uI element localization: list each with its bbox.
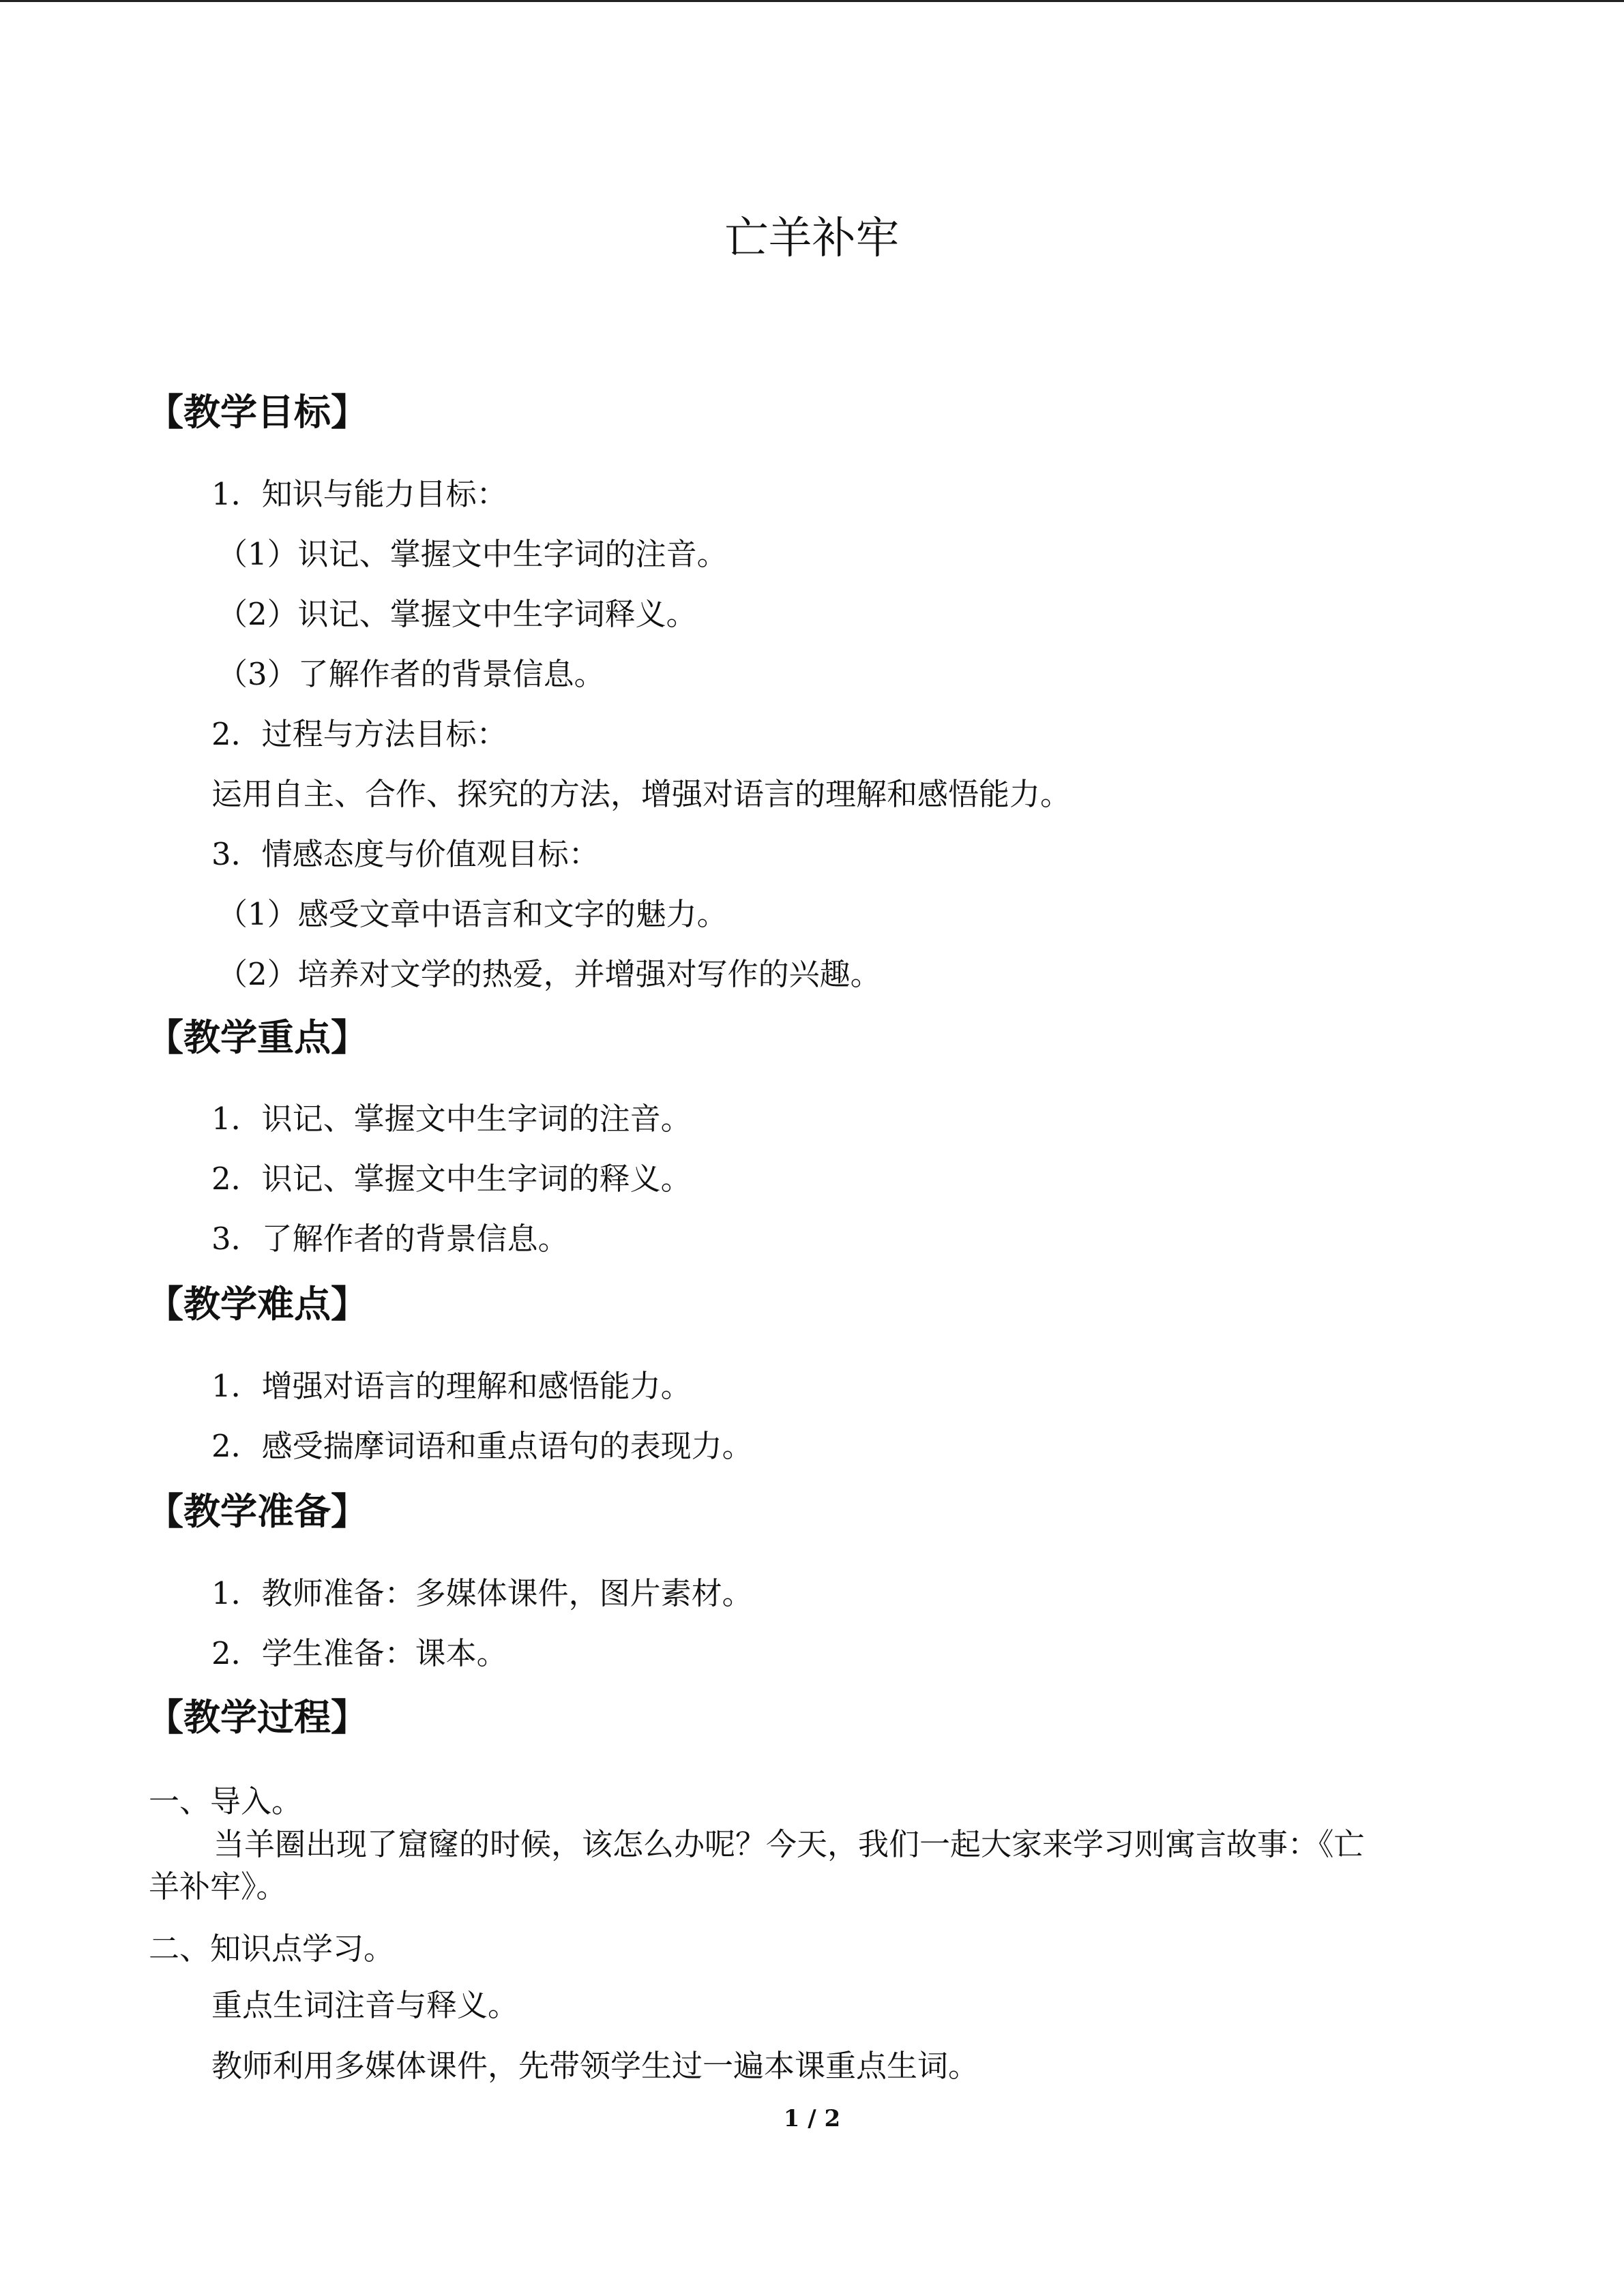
objective-line: （1）识记、掌握文中生字词的注音。	[217, 536, 728, 572]
process-step-heading: 二、知识点学习。	[149, 1930, 395, 1967]
document-title: 亡羊补牢	[724, 213, 900, 264]
section-heading-preparation: 【教学准备】	[147, 1490, 368, 1533]
key-point-line: 3．了解作者的背景信息。	[211, 1221, 569, 1257]
process-line: 重点生词注音与释义。	[211, 1987, 519, 2023]
difficulty-line: 2．感受揣摩词语和重点语句的表现力。	[211, 1428, 753, 1464]
objective-line: 3．情感态度与价值观目标：	[211, 836, 600, 872]
objective-line: （1）感受文章中语言和文字的魅力。	[217, 896, 728, 932]
process-paragraph-line: 当羊圈出现了窟窿的时候，该怎么办呢？今天，我们一起大家来学习则寓言故事：《亡	[213, 1826, 1365, 1862]
objective-line: （2）培养对文学的热爱，并增强对写作的兴趣。	[217, 956, 881, 992]
process-paragraph-line: 羊补牢》。	[149, 1868, 287, 1905]
process-line: 教师利用多媒体课件，先带领学生过一遍本课重点生词。	[211, 2048, 979, 2084]
objective-line: 1．知识与能力目标：	[211, 476, 507, 512]
difficulty-line: 1．增强对语言的理解和感悟能力。	[211, 1368, 692, 1404]
process-step-heading: 一、导入。	[149, 1783, 303, 1819]
key-point-line: 1．识记、掌握文中生字词的注音。	[211, 1101, 692, 1137]
section-heading-objectives: 【教学目标】	[147, 391, 368, 434]
page-number: 1 / 2	[783, 2105, 841, 2132]
section-heading-difficulties: 【教学难点】	[147, 1283, 368, 1326]
preparation-line: 2．学生准备：课本。	[211, 1635, 507, 1671]
objective-line: （2）识记、掌握文中生字词释义。	[217, 596, 697, 632]
section-heading-key-points: 【教学重点】	[147, 1016, 368, 1059]
objective-line: 2．过程与方法目标：	[211, 716, 507, 752]
section-heading-process: 【教学过程】	[147, 1696, 368, 1739]
preparation-line: 1．教师准备：多媒体课件，图片素材。	[211, 1575, 753, 1611]
key-point-line: 2．识记、掌握文中生字词的释义。	[211, 1161, 692, 1197]
page-top-border	[0, 0, 1624, 2]
objective-line: （3）了解作者的背景信息。	[217, 656, 605, 692]
objective-line: 运用自主、合作、探究的方法，增强对语言的理解和感悟能力。	[211, 776, 1072, 812]
